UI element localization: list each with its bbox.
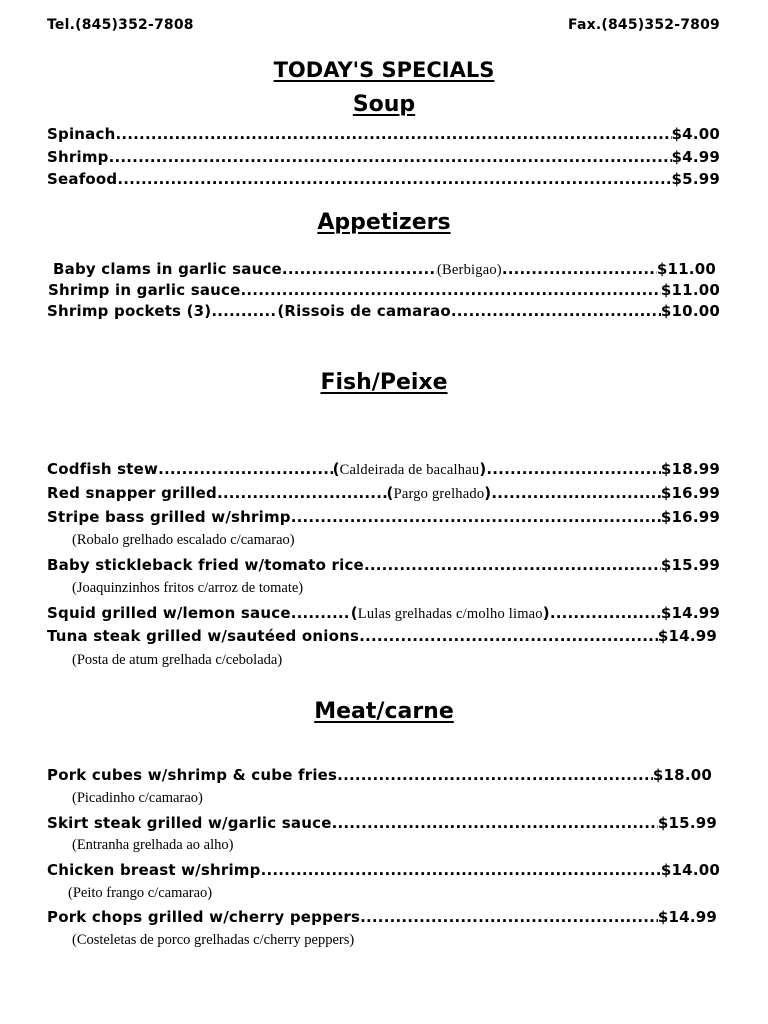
- menu-item: [47, 603, 720, 625]
- menu-item: [47, 765, 712, 787]
- dot-leader: [337, 765, 653, 785]
- menu-item: [47, 555, 720, 577]
- dot-leader: [360, 907, 658, 927]
- item-name: Chicken breast w/shrimp: [47, 861, 261, 879]
- dot-leader: [241, 280, 661, 300]
- menu-item: [47, 483, 720, 505]
- item-translation: (Entranha grelhada ao alho): [72, 837, 234, 853]
- item-price: $14.99: [657, 627, 717, 645]
- item-name: Baby stickleback fried w/tomato rice: [47, 556, 364, 574]
- item-name: Pork cubes w/shrimp & cube fries: [47, 766, 338, 784]
- menu-item: [47, 169, 720, 191]
- item-name: Skirt steak grilled w/garlic sauce: [47, 814, 332, 832]
- item-translation: (Picadinho c/camarao): [72, 790, 203, 806]
- menu-item: [47, 459, 720, 481]
- paren-close: ): [479, 460, 487, 478]
- menu-item: [47, 507, 720, 529]
- item-alt-name: Caldeirada de bacalhau: [339, 462, 480, 478]
- item-price: $18.99: [660, 460, 720, 478]
- item-name: Shrimp pockets (3): [47, 302, 212, 320]
- menu-item: [47, 860, 720, 882]
- item-alt-name: (Rissois de camarao: [277, 302, 451, 320]
- fish-heading: Fish/Peixe: [320, 370, 448, 395]
- item-name: Baby clams in garlic sauce: [53, 260, 282, 278]
- item-alt-name: (Berbigao): [437, 262, 502, 278]
- item-price: $15.99: [660, 556, 720, 574]
- item-translation: (Posta de atum grelhada c/cebolada): [72, 652, 283, 668]
- dot-leader: [211, 301, 277, 321]
- menu-item: [47, 124, 720, 146]
- item-price: $14.00: [660, 861, 720, 879]
- soup-heading: Soup: [352, 92, 416, 117]
- dot-leader: [158, 459, 333, 479]
- menu-item: [53, 259, 716, 281]
- dot-leader: [261, 860, 661, 880]
- paren-close: ): [542, 604, 550, 622]
- fax-number: Fax.(845)352-7809: [568, 17, 720, 33]
- menu-item: [47, 626, 717, 648]
- item-name: Squid grilled w/lemon sauce: [47, 604, 291, 622]
- item-translation: (Joaquinzinhos fritos c/arroz de tomate): [72, 580, 304, 596]
- dot-leader: [359, 626, 658, 646]
- item-name: Spinach: [47, 125, 116, 143]
- item-price: $14.99: [657, 908, 717, 926]
- page-title: TODAY'S SPECIALS: [273, 58, 495, 82]
- item-price: $4.00: [671, 125, 720, 143]
- dot-leader: [117, 169, 671, 189]
- item-name: Tuna steak grilled w/sautéed onions: [47, 627, 360, 645]
- dot-leader: [332, 813, 658, 833]
- item-price: $11.00: [660, 281, 720, 299]
- item-price: $14.99: [660, 604, 720, 622]
- dot-leader: [502, 259, 657, 279]
- dot-leader: [486, 459, 661, 479]
- item-name: Shrimp: [47, 148, 109, 166]
- dot-leader: [291, 603, 351, 623]
- item-name: Shrimp in garlic sauce: [48, 281, 241, 299]
- dot-leader: [217, 483, 387, 503]
- item-price: $4.99: [671, 148, 720, 166]
- item-name: Stripe bass grilled w/shrimp: [47, 508, 291, 526]
- dot-leader: [282, 259, 437, 279]
- phone-number: Tel.(845)352-7808: [47, 17, 194, 33]
- paren-open: (: [350, 604, 358, 622]
- item-alt-name: Pargo grelhado: [393, 486, 485, 502]
- item-price: $16.99: [660, 508, 720, 526]
- item-name: Seafood: [47, 170, 118, 188]
- item-name: Red snapper grilled: [47, 484, 217, 502]
- dot-leader: [491, 483, 661, 503]
- item-name: Pork chops grilled w/cherry peppers: [47, 908, 361, 926]
- dot-leader: [364, 555, 661, 575]
- appetizers-heading: Appetizers: [317, 210, 451, 235]
- item-translation: (Peito frango c/camarao): [68, 885, 213, 901]
- meat-heading: Meat/carne: [314, 699, 454, 724]
- paren-open: (: [386, 484, 394, 502]
- dot-leader: [291, 507, 661, 527]
- item-price: $15.99: [657, 814, 717, 832]
- item-translation: (Costeletas de porco grelhadas c/cherry peppers): [72, 932, 355, 948]
- menu-item: [47, 301, 720, 323]
- menu-item: [47, 907, 717, 929]
- item-price: $10.00: [660, 302, 720, 320]
- menu-item: [47, 147, 720, 169]
- item-translation: (Robalo grelhado escalado c/camarao): [72, 532, 295, 548]
- paren-close: ): [484, 484, 492, 502]
- paren-open: (: [332, 460, 340, 478]
- menu-item: [48, 280, 720, 302]
- item-name: Codfish stew: [47, 460, 159, 478]
- item-price: $5.99: [671, 170, 720, 188]
- item-price: $18.00: [652, 766, 712, 784]
- item-price: $11.00: [656, 260, 716, 278]
- dot-leader: [451, 301, 661, 321]
- dot-leader: [115, 124, 671, 144]
- dot-leader: [550, 603, 661, 623]
- dot-leader: [109, 147, 672, 167]
- item-price: $16.99: [660, 484, 720, 502]
- menu-item: [47, 813, 717, 835]
- item-alt-name: Lulas grelhadas c/molho limao: [357, 606, 543, 622]
